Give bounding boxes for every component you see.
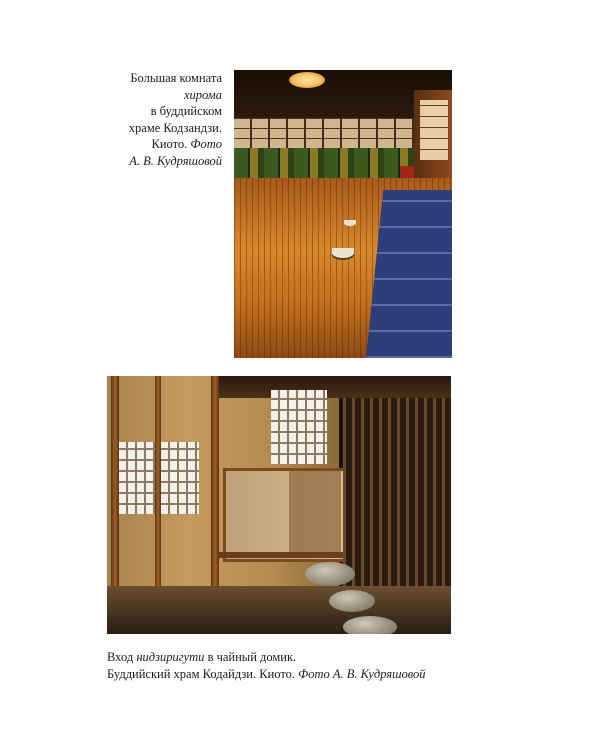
- right-shoji: [420, 100, 448, 160]
- caption2-line2-text: Буддийский храм Кодайдзи. Киото.: [107, 667, 299, 681]
- shoji-screens: [234, 118, 414, 148]
- lattice-window-upper: [271, 390, 327, 464]
- photo2-caption: [107, 649, 507, 683]
- caption2-line2-italic: Фото А. В. Кудряшовой: [298, 667, 426, 681]
- stepping-stone: [305, 562, 355, 586]
- lattice-window-left: [119, 442, 155, 514]
- caption2-line2: [107, 666, 507, 683]
- caption1-line6: А. В. Кудряшовой: [129, 153, 222, 168]
- tea-bowl-far: [344, 220, 356, 226]
- caption2-line1-text: Вход: [107, 650, 137, 664]
- caption1-line5-text: Киото.: [151, 137, 191, 151]
- paper-lamp: [289, 72, 325, 88]
- temple-room-photo: [234, 70, 452, 358]
- eave: [217, 376, 451, 398]
- door-sill: [219, 552, 345, 558]
- stepping-stone: [329, 590, 375, 612]
- caption1-line4: храме Кодзандзи.: [128, 120, 222, 135]
- tea-house-entrance-photo: [107, 376, 451, 634]
- tea-bowl: [332, 248, 354, 258]
- caption2-line1-end: в чайный домик.: [204, 650, 297, 664]
- caption2-line1-italic: нидзиригути: [136, 650, 205, 664]
- garden-view: [234, 148, 414, 178]
- sliding-screen: [289, 468, 341, 556]
- photo1-caption: [92, 70, 222, 169]
- caption1-line5-italic: Фото: [190, 137, 222, 151]
- lattice-window-mid: [161, 442, 199, 514]
- caption1-line1: Большая комната: [130, 71, 222, 85]
- caption1-line3: в буддийском: [150, 104, 222, 118]
- caption1-line2: хирома: [183, 87, 222, 102]
- ground: [107, 586, 451, 634]
- caption2-line1: [107, 649, 507, 666]
- stepping-stone: [343, 616, 397, 634]
- caption1-line5: [92, 136, 222, 153]
